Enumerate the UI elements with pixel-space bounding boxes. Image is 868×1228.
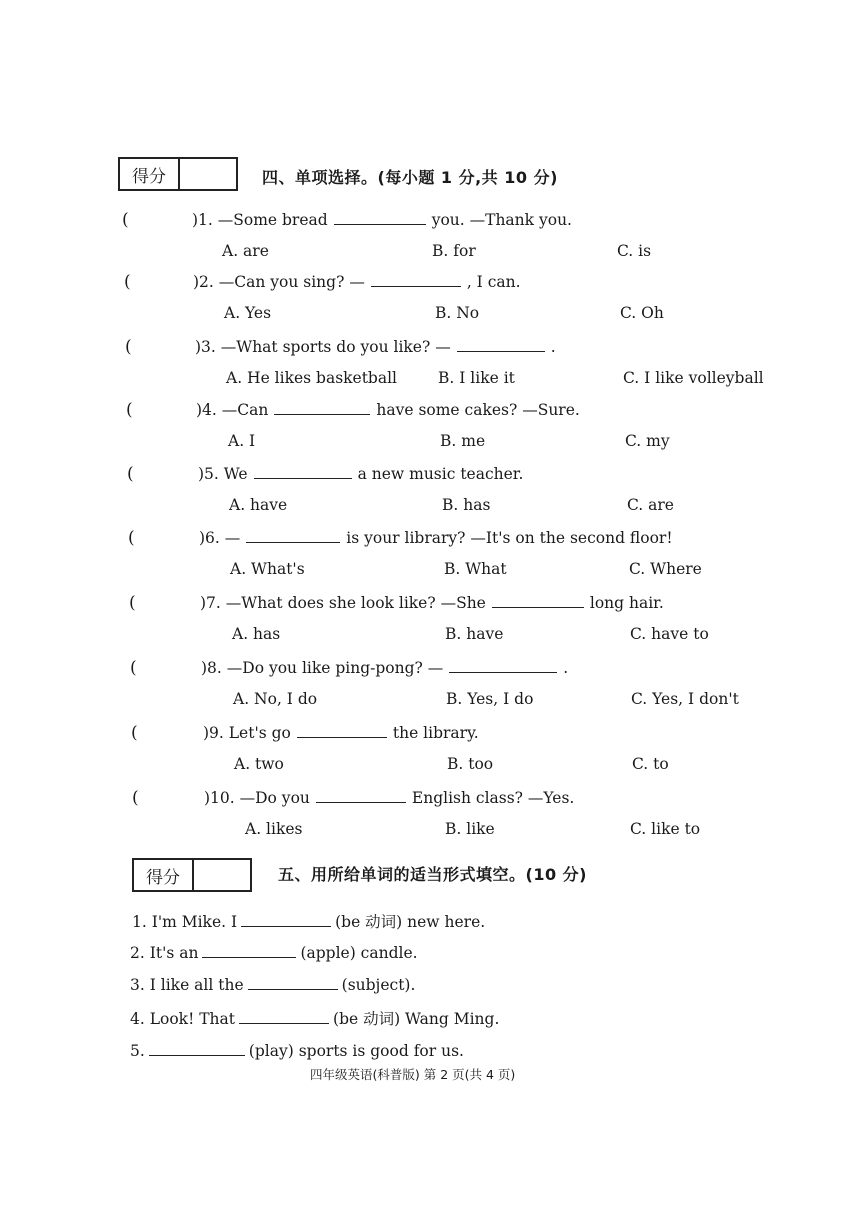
fill-text-before: 1. I'm Mike. I [132, 913, 238, 931]
question-item [0, 337, 868, 401]
question-text-after: is your library? —It's on the second floor! [346, 529, 673, 547]
fill-text-after: (apple) candle. [300, 944, 418, 962]
answer-paren[interactable]: ( [128, 528, 135, 548]
answer-paren[interactable]: ( [129, 593, 136, 613]
page-footer: 四年级英语(科普版) 第 2 页(共 4 页) [310, 1067, 516, 1082]
question-text-after: . [550, 338, 556, 356]
option-a: A. two [234, 755, 284, 773]
fill-item [130, 1041, 464, 1060]
option-b: B. too [447, 755, 494, 773]
fill-text-after: (be 动词) Wang Ming. [333, 1010, 500, 1028]
fill-text-after: (play) sports is good for us. [248, 1042, 464, 1060]
question-item [0, 658, 868, 722]
question-text-before: )7. —What does she look like? —She [200, 594, 486, 612]
fill-blank[interactable] [149, 1041, 245, 1056]
option-a: A. No, I do [233, 690, 318, 708]
question-item [0, 400, 868, 464]
question-stem [198, 464, 523, 483]
answer-blank[interactable] [246, 528, 340, 543]
question-stem [203, 723, 479, 742]
question-text-after: , I can. [466, 273, 521, 291]
question-stem [192, 210, 572, 229]
section5-title: 五、用所给单词的适当形式填空。(10 分) [278, 865, 587, 884]
question-stem [200, 593, 664, 612]
question-text-after: English class? —Yes. [411, 789, 575, 807]
answer-blank[interactable] [449, 658, 557, 673]
fill-text-after: (be 动词) new here. [335, 913, 486, 931]
answer-paren[interactable]: ( [125, 337, 132, 357]
answer-blank[interactable] [274, 400, 370, 415]
question-text-after: have some cakes? —Sure. [376, 401, 580, 419]
option-b: B. I like it [438, 369, 515, 387]
option-a: A. Yes [224, 304, 272, 322]
option-c: C. Oh [620, 304, 664, 322]
option-c: C. Yes, I don't [631, 690, 739, 708]
fill-text-before: 5. [130, 1042, 145, 1060]
question-text-before: )2. —Can you sing? — [193, 273, 365, 291]
question-text-before: )5. We [198, 465, 248, 483]
option-a: A. have [229, 496, 288, 514]
question-stem [195, 337, 556, 356]
question-item [0, 528, 868, 592]
option-c: C. like to [630, 820, 701, 838]
option-c: C. to [632, 755, 669, 773]
option-a: A. What's [230, 560, 305, 578]
option-a: A. has [232, 625, 281, 643]
question-item [0, 788, 868, 852]
question-text-after: you. —Thank you. [431, 211, 572, 229]
score-box-section5 [132, 858, 252, 892]
fill-item [130, 1007, 499, 1029]
option-c: C. my [625, 432, 670, 450]
question-text-after: a new music teacher. [357, 465, 524, 483]
answer-paren[interactable]: ( [127, 464, 134, 484]
option-c: C. I like volleyball [623, 369, 764, 387]
option-a: A. are [222, 242, 269, 260]
score-label: 得分 [120, 159, 180, 189]
question-stem [193, 272, 521, 291]
fill-text-before: 2. It's an [130, 944, 199, 962]
answer-paren[interactable]: ( [130, 658, 137, 678]
question-item [0, 272, 868, 336]
question-text-before: )6. — [199, 529, 241, 547]
option-b: B. Yes, I do [446, 690, 534, 708]
fill-item [130, 943, 418, 962]
question-text-before: )3. —What sports do you like? — [195, 338, 451, 356]
question-stem [196, 400, 580, 419]
score-label: 得分 [134, 860, 194, 890]
score-blank[interactable] [180, 159, 236, 189]
question-text-before: )9. Let's go [203, 724, 291, 742]
question-item [0, 723, 868, 787]
option-c: C. are [627, 496, 674, 514]
option-a: A. likes [245, 820, 303, 838]
answer-paren[interactable]: ( [124, 272, 131, 292]
question-stem [199, 528, 673, 547]
answer-paren[interactable]: ( [131, 723, 138, 743]
question-text-after: long hair. [589, 594, 664, 612]
question-text-after: the library. [392, 724, 479, 742]
answer-blank[interactable] [297, 723, 387, 738]
fill-blank[interactable] [202, 943, 296, 958]
answer-paren[interactable]: ( [132, 788, 139, 808]
question-text-before: )10. —Do you [204, 789, 310, 807]
question-text-before: )8. —Do you like ping-pong? — [201, 659, 444, 677]
question-text-before: )1. —Some bread [192, 211, 328, 229]
option-b: B. No [435, 304, 480, 322]
answer-blank[interactable] [254, 464, 352, 479]
answer-blank[interactable] [371, 272, 461, 287]
option-b: B. me [440, 432, 486, 450]
option-b: B. like [445, 820, 495, 838]
question-item [0, 464, 868, 528]
option-b: B. What [444, 560, 507, 578]
section4-title: 四、单项选择。(每小题 1 分,共 10 分) [262, 168, 558, 187]
question-item [0, 593, 868, 657]
option-a: A. I [228, 432, 256, 450]
fill-blank[interactable] [241, 912, 331, 927]
score-blank[interactable] [194, 860, 250, 890]
option-a: A. He likes basketball [226, 369, 398, 387]
option-c: C. have to [630, 625, 709, 643]
option-c: C. Where [629, 560, 702, 578]
question-text-before: )4. —Can [196, 401, 269, 419]
answer-paren[interactable]: ( [122, 210, 129, 230]
option-b: B. for [432, 242, 476, 260]
fill-blank[interactable] [239, 1009, 329, 1024]
fill-item [132, 910, 485, 932]
option-b: B. has [442, 496, 491, 514]
question-item [0, 210, 868, 274]
answer-paren[interactable]: ( [126, 400, 133, 420]
answer-blank[interactable] [457, 337, 545, 352]
fill-blank[interactable] [248, 975, 338, 990]
question-text-after: . [563, 659, 569, 677]
option-b: B. have [445, 625, 504, 643]
answer-blank[interactable] [334, 210, 426, 225]
option-c: C. is [617, 242, 652, 260]
fill-text-after: (subject). [341, 976, 416, 994]
fill-text-before: 3. I like all the [130, 976, 244, 994]
question-stem [204, 788, 574, 807]
fill-text-before: 4. Look! That [130, 1010, 236, 1028]
fill-item [130, 975, 415, 994]
score-box-section4 [118, 157, 238, 191]
question-stem [201, 658, 568, 677]
answer-blank[interactable] [492, 593, 584, 608]
answer-blank[interactable] [316, 788, 406, 803]
